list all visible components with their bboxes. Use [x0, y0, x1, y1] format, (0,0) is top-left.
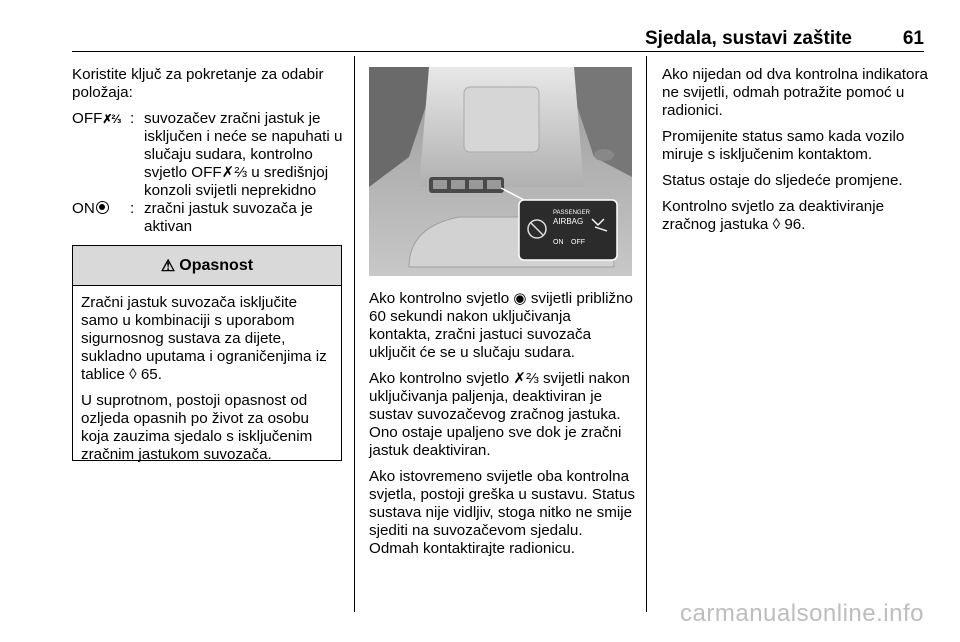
paragraph-1: Ako nijedan od dva kontrolna indikatora ne svijetli, odmah potražite pomoć u radionici.	[662, 66, 928, 119]
paragraph-1: Ako kontrolno svjetlo ◉ svijetli približno 60 sekundi nakon uključivanja kontakta, zračni jastuci suvozača uključit će se u slučaju sudara.	[369, 290, 633, 361]
paragraph-3: Status ostaje do sljedeće promjene.	[662, 172, 903, 189]
paragraph-3: Ako istovremeno svijetle oba kontrolna svjetla, postoji greška u sustavu. Status sustava nije vidljiv, stoga nitko ne smije sjediti na suvozačevom sjedalu. Odmah kontaktirajte radionicu.	[369, 468, 635, 557]
warning-triangle-icon: ⚠	[160, 257, 176, 275]
warning-paragraph-1: Zračni jastuk suvozača isključite samo u kombinaciji s uporabom sigurnosnog sustava za dijete, sukladno uputama i ograničenjima iz tablice ◊ 65.	[81, 294, 327, 383]
definition-desc-off: suvozačev zračni jastuk je isključen i neće se napuhati u slučaju sudara, kontrolno svjetlo OFF✗⅔ u središnjoj konzoli svijetli neprekidno	[144, 110, 343, 199]
definition-colon: :	[130, 110, 135, 127]
column-divider-1	[354, 56, 355, 612]
watermark: carmanualsonline.info	[680, 600, 924, 627]
photo-label-passenger: PASSENGER	[553, 210, 590, 216]
definition-term-on: ON	[72, 200, 130, 236]
page-header	[72, 26, 924, 52]
warning-paragraph-2: U suprotnom, postoji opasnost od ozljeda opasnih po život za osobu koja zauzima sjedalo s isključenim zračnim jastukom suvozača.	[81, 392, 313, 463]
airbag-indicator-photo	[369, 67, 632, 276]
definition-on	[72, 200, 344, 236]
photo-label-airbag: AIRBAG	[553, 217, 584, 226]
intro-text: Koristite ključ za pokretanje za odabir položaja:	[72, 66, 324, 101]
warning-body	[73, 286, 341, 464]
definition-desc-on: zračni jastuk suvozača je aktivan	[144, 200, 313, 235]
warning-header	[73, 246, 341, 286]
paragraph-4: Kontrolno svjetlo za deaktiviranje zračnog jastuka ◊ 96.	[662, 198, 885, 233]
definition-term-off: OFF✗⅔	[72, 110, 121, 127]
photo-label-off: OFF	[571, 239, 585, 246]
airbag-on-circle-icon	[96, 201, 109, 214]
paragraph-2: Ako kontrolno svjetlo ✗⅔ svijetli nakon uključivanja paljenja, deaktiviran je sustav suvozačevog zračnog jastuka. Ono ostaje upaljeno sve dok je zračni jastuk deaktiviran.	[369, 370, 630, 459]
paragraph-2: Promijenite status samo kada vozilo miruje s isključenim kontaktom.	[662, 128, 905, 163]
page-number: 61	[902, 28, 924, 49]
warning-box	[72, 245, 342, 461]
column-2	[369, 290, 635, 566]
photo-label-on: ON	[553, 239, 564, 246]
column-divider-2	[646, 56, 647, 612]
section-title: Sjedala, sustavi zaštite	[645, 28, 852, 49]
definition-off	[72, 110, 344, 200]
column-1	[72, 66, 344, 236]
airbag-off-icon: ✗⅔	[102, 112, 121, 126]
definition-colon: :	[130, 200, 135, 217]
warning-title: Opasnost	[179, 256, 254, 274]
column-3	[662, 66, 928, 242]
